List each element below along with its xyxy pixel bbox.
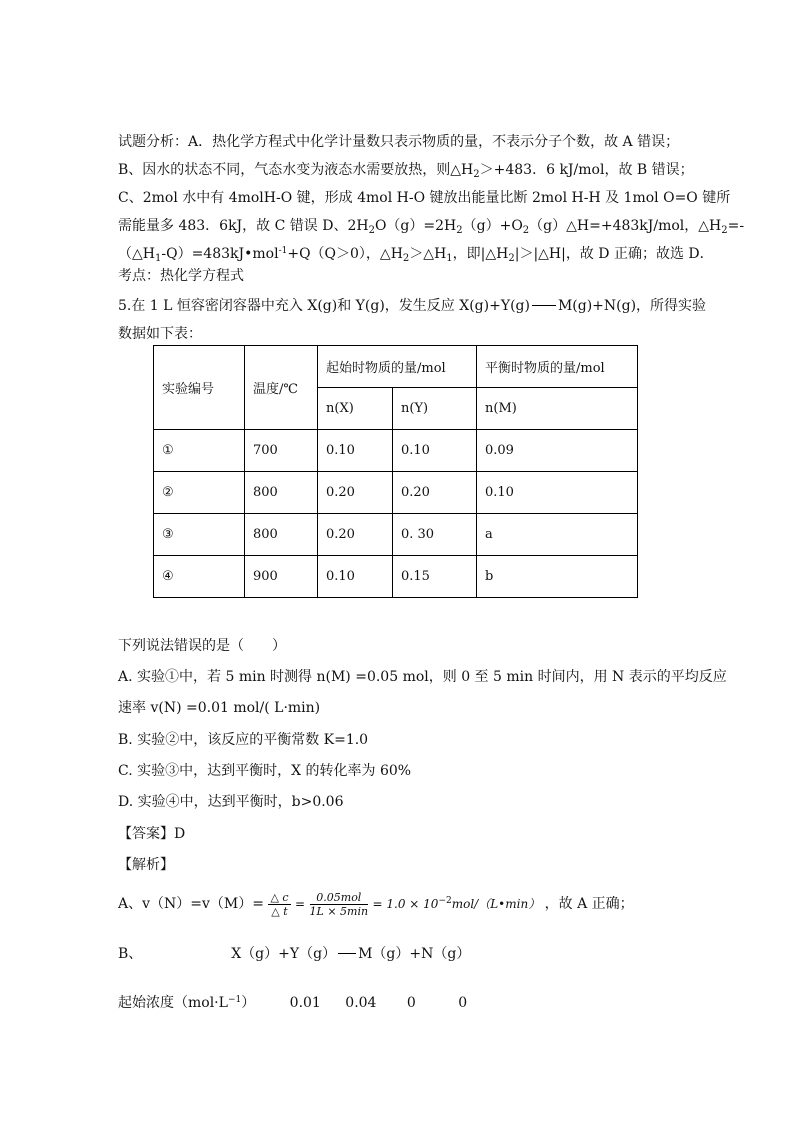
solution-b-line: B、 X（g）+Y（g） M（g）+N（g） <box>118 946 471 962</box>
cell-temp: 800 <box>245 472 318 514</box>
table-row <box>154 430 638 472</box>
fraction-amount-volume-time: $\frac{\text{0.05mol}}{1L \times 5\min}$ <box>309 890 369 918</box>
cell-nx: 0.20 <box>318 514 393 556</box>
cell-temp: 800 <box>245 514 318 556</box>
table-row <box>154 514 638 556</box>
question-5-line-1: 5.在 1 L 恒容密闭容器中充入 X(g)和 Y(g)，发生反应 X(g)+Y(g) M(g)+N(g)，所得实验 <box>118 298 707 314</box>
cell-nx: 0.10 <box>318 430 393 472</box>
cell-nm: 0.10 <box>477 472 638 514</box>
option-c: C. 实验③中，达到平衡时，X 的转化率为 60% <box>118 763 412 779</box>
cell-id: ② <box>154 472 245 514</box>
header-start-amount: 起始时物质的量/mol <box>318 346 477 388</box>
jiexi-heading: 【解析】 <box>118 857 174 873</box>
cell-id: ① <box>154 430 245 472</box>
cell-id: ④ <box>154 556 245 598</box>
cell-nx: 0.10 <box>318 556 393 598</box>
header-nm: n(M) <box>477 388 638 430</box>
question-5-line-2: 数据如下表： <box>118 326 202 342</box>
cell-nm: 0.09 <box>477 430 638 472</box>
option-a-line-2: 速率 v(N) =0.01 mol/( L·min) <box>118 700 321 716</box>
cell-ny: 0.20 <box>393 472 477 514</box>
data-table <box>153 345 638 598</box>
cell-nx: 0.20 <box>318 472 393 514</box>
fraction-dc-dt: $\frac{\triangle c}{\triangle t}$ <box>270 890 289 918</box>
table-row <box>154 472 638 514</box>
analysis-line-2: B、因水的状态不同，气态水变为液态水需要放热，则$\triangle H_2>+483$．6 kJ/mol，故 B 错误； <box>118 162 694 180</box>
initial-concentration-line: 起始浓度$(mol\cdot L^{-1})$ 0.01 0.04 0 0 <box>118 995 468 1011</box>
analysis-line-3: C、2mol 水中有 4molH-O 键，形成 4mol H-O 键放出能量比断 2mol H-H 及 1mol O=O 键所 <box>118 190 731 206</box>
equilibrium-arrow-icon <box>338 953 356 954</box>
solution-a-line: A、v（N）=v（M）= $\frac{\triangle c}{\triangle t}$ = $\frac{\text{0.05mol}}{1L \times 5\min}$ = $1.0 \times 10^{-2}mol/(L•\min)$ ，故 A 正确； <box>118 890 634 918</box>
option-d: D. 实验④中，达到平衡时，b>0.06 <box>118 794 344 810</box>
header-eq-amount: 平衡时物质的量/mol <box>477 346 638 388</box>
cell-id: ③ <box>154 514 245 556</box>
question-stem: 下列说法错误的是（ ） <box>118 638 286 654</box>
cell-ny: 0.10 <box>393 430 477 472</box>
analysis-line-1: 试题分析：A．热化学方程式中化学计量数只表示物质的量，不表示分子个数，故 A 错误； <box>118 134 680 150</box>
cell-ny: 0.15 <box>393 556 477 598</box>
kaodian-line: 考点：热化学方程式 <box>118 268 244 284</box>
cell-nm: b <box>477 556 638 598</box>
header-nx: n(X) <box>318 388 393 430</box>
header-temperature: 温度/℃ <box>245 346 318 430</box>
cell-nm: a <box>477 514 638 556</box>
option-a-line-1: A. 实验①中，若 5 min 时测得 n(M) =0.05 mol，则 0 至 5 min 时间内，用 N 表示的平均反应 <box>118 669 727 685</box>
equilibrium-arrow-icon <box>532 305 556 306</box>
option-b: B. 实验②中，该反应的平衡常数 K=1.0 <box>118 732 369 748</box>
cell-temp: 900 <box>245 556 318 598</box>
header-ny: n(Y) <box>393 388 477 430</box>
cell-temp: 700 <box>245 430 318 472</box>
analysis-line-4: 需能量多 483．6kJ，故 C 错误 D、$2H_2O(g)=2H_2(g)+O_2(g)\triangle H=+483kJ$/mol，$\triangle H_2=-$ <box>118 218 745 236</box>
analysis-line-5: $(\triangle H_1-Q)=483kJ•mol^{-1}+Q(Q>0)$，$\triangle H_2>\triangle H_1$，即$|\triangle H_2|>|\triangle H|$，故 D 正确；故选 D． <box>118 246 714 264</box>
header-exp-id: 实验编号 <box>154 346 245 430</box>
table-row <box>154 556 638 598</box>
cell-ny: 0. 30 <box>393 514 477 556</box>
answer-line: 【答案】D <box>118 826 186 842</box>
